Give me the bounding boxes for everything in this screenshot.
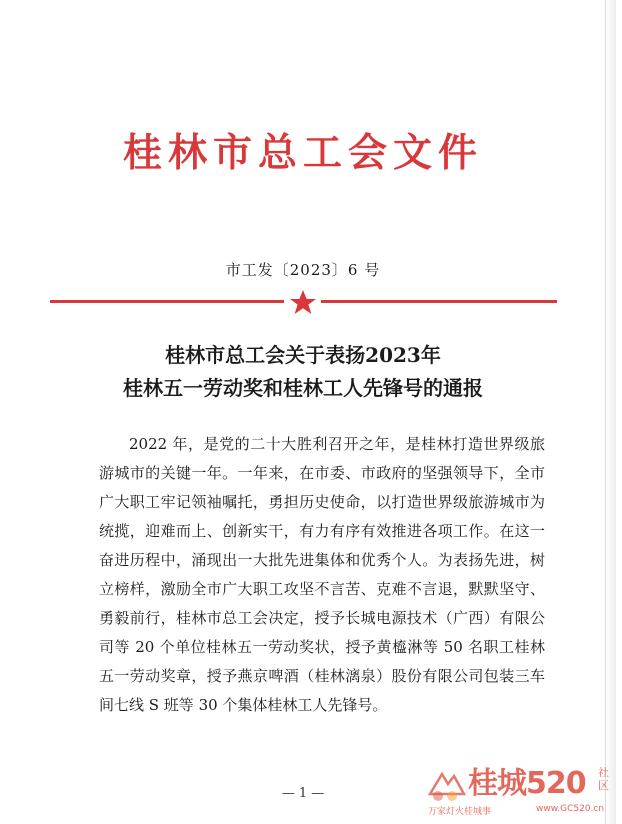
body-text (99, 430, 545, 720)
watermark-url: www.GC520.cn (536, 804, 605, 814)
document-header-title: 桂林市总工会文件 (122, 131, 483, 176)
red-divider-left (50, 300, 284, 303)
watermark-logo-icon (424, 764, 468, 804)
document-number: 市工发〔2023〕6 号 (225, 261, 381, 279)
star-icon (288, 289, 318, 315)
watermark-tagline: 万家灯火桂城事 (428, 807, 492, 817)
watermark-side-label: 社区 (598, 766, 609, 792)
notice-headline (0, 339, 606, 405)
body-paragraph: 2022 年，是党的二十大胜利召开之年，是桂林打造世界级旅游城市的关键一年。一年来，在市委、市政府的坚强领导下，全市广大职工牢记领袖嘱托，勇担历史使命，以打造世界级旅游城市为统揽，迎难而上、创新实干，有力有序有效推进各项工作。在这一奋进历程中，涌现出一大批先进集体和优秀个人。为表扬先进，树立榜样，激励全市广大职工攻坚不言苦、克难不言退，默默坚守、勇毅前行，桂林市总工会决定，授予长城电源技术（广西）有限公司等 20 个单位桂林五一劳动奖状，授予黄橀淋等 50 名职工桂林五一劳动奖章，授予燕京啤酒（桂林漓泉）股份有限公司包装三车间七线 S 班等 30 个集体桂林工人先锋号。 (99, 435, 545, 714)
watermark (424, 760, 620, 822)
red-divider-right (321, 300, 557, 303)
page-edge (605, 0, 616, 824)
headline-line-2: 桂林五一劳动奖和桂林工人先锋号的通报 (123, 376, 483, 400)
page-number: — 1 — (281, 786, 325, 801)
watermark-brand: 桂城520 (468, 766, 586, 801)
headline-line-1: 桂林市总工会关于表扬2023年 (165, 343, 441, 367)
